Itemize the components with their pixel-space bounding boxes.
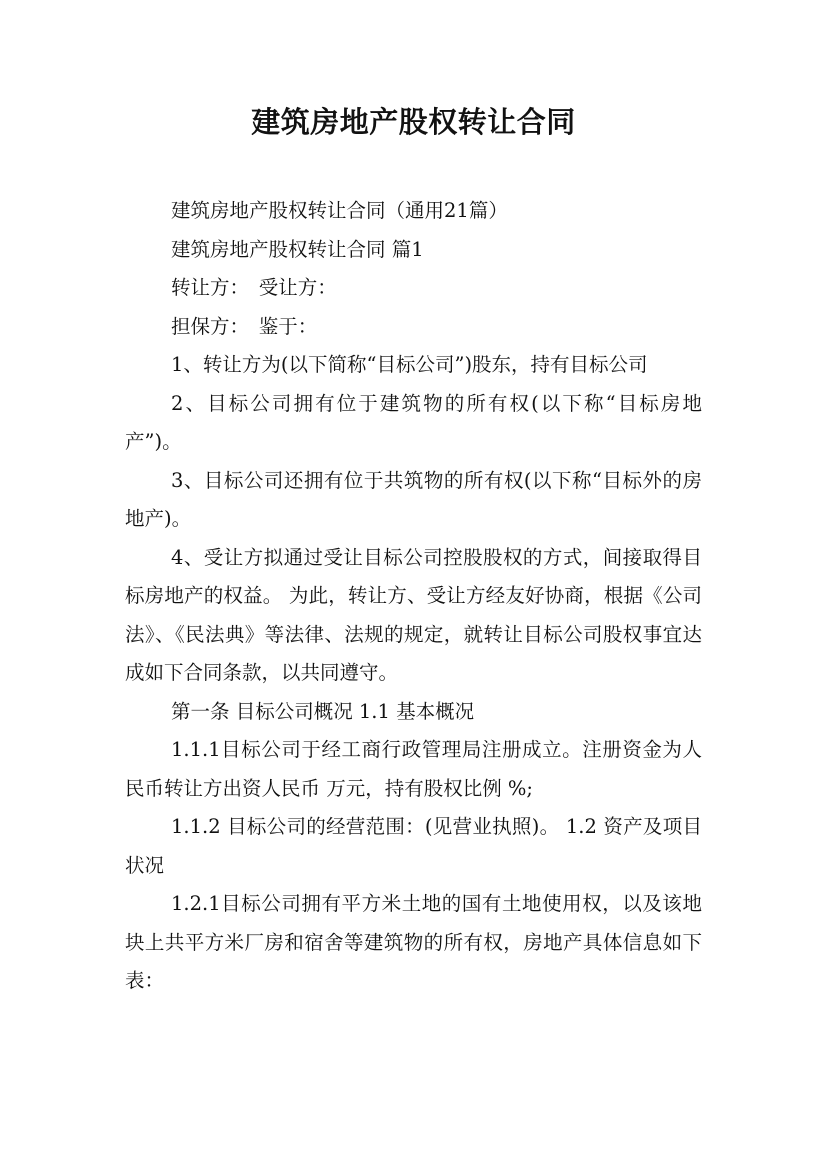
- paragraph-article-1: 第一条 目标公司概况 1.1 基本概况: [171, 699, 475, 723]
- paragraph-clause-1-2-1: 1.2.1目标公司拥有平方米土地的国有土地使用权，以及该地块上共平方米厂房和宿舍等建筑物的所有权，房地产具体信息如下表：: [125, 892, 702, 992]
- paragraph-recital-2: 2、目标公司拥有位于建筑物的所有权(以下称“目标房地产”)。: [125, 391, 702, 453]
- paragraph-clause-1-1-1: 1.1.1目标公司于经工商行政管理局注册成立。注册资金为人民币转让方出资人民币 万元，持有股权比例 %;: [125, 738, 702, 800]
- paragraph-parties: 转让方： 受让方：: [171, 276, 337, 299]
- paragraph-heading: 建筑房地产股权转让合同 篇1: [171, 237, 424, 261]
- paragraph-recital-3: 3、目标公司还拥有位于共筑物的所有权(以下称“目标外的房地产)。: [125, 468, 702, 530]
- paragraph-recital-4: 4、受让方拟通过受让目标公司控股股权的方式，间接取得目标房地产的权益。 为此，转让方、受让方经友好协商，根据《公司法》、《民法典》等法律、法规的规定，就转让目标公司股权事宜达成如下合同条款，以共同遵守。: [125, 545, 702, 684]
- document-title: 建筑房地产股权转让合同: [251, 105, 576, 139]
- paragraph-clause-1-1-2: 1.1.2 目标公司的经营范围：(见营业执照)。 1.2 资产及项目状况: [125, 815, 702, 877]
- document-body: [125, 192, 702, 1001]
- paragraph-guarantor: 担保方： 鉴于：: [171, 314, 318, 338]
- paragraph-subtitle: 建筑房地产股权转让合同（通用21篇）: [171, 199, 508, 222]
- paragraph-recital-1: 1、转让方为(以下简称“目标公司”)股东，持有目标公司: [171, 353, 648, 376]
